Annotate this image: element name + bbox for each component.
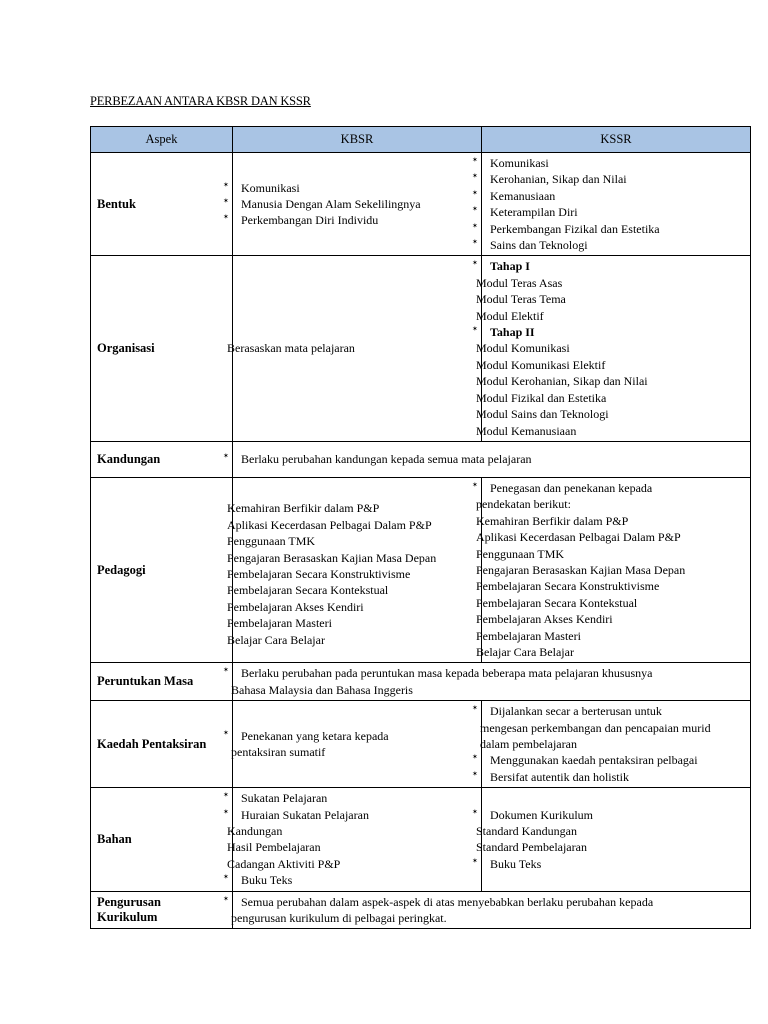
list-item: ✶ Komunikasi [466,155,750,171]
list-item: Modul Teras Asas [476,275,563,290]
list-item: Modul Elektif [476,308,544,323]
tahap-1-label: ✶ Tahap I [466,258,750,274]
kbsr-bahan-cell [227,788,482,891]
list-item: Aplikasi Kecerdasan Pelbagai Dalam P&P [476,530,681,545]
list-item: Modul Kemanusiaan [476,423,577,438]
kandungan-text: ✶ Berlaku perubahan kandungan kepada semua mata pelajaran [217,451,750,467]
list-item: Belajar Cara Belajar [476,644,574,659]
list-item: Modul Komunikasi Elektif [476,357,606,372]
list-item: Pembelajaran Secara Kontekstual [227,583,389,598]
table-header-row [91,127,751,153]
aspek-pengurusan-line-1: Pengurusan [97,895,161,910]
pengurusan-cell [233,891,751,929]
list-item: Standard Pembelajaran [476,840,587,855]
list-item: Kemahiran Berfikir dalam P&P [227,501,380,516]
list-item: Hasil Pembelajaran [227,840,321,855]
list-item: Belajar Cara Belajar [227,632,325,647]
list-item: Pengajaran Berasaskan Kajian Masa Depan [476,562,686,577]
kssr-organisasi-cell [476,256,751,441]
list-item: Aplikasi Kecerdasan Pelbagai Dalam P&P [227,517,432,532]
table-row [91,788,751,891]
kssr-kaedah-cell [482,701,751,788]
table-row [91,441,751,477]
list-item: Pembelajaran Secara Kontekstual [476,595,638,610]
kssr-bahan-cell [476,788,751,891]
list-item: Penggunaan TMK [476,546,565,561]
list-item: ✶ Buku Teks [217,872,481,888]
kssr-bentuk-cell [482,153,751,256]
aspek-organisasi: Organisasi [91,256,233,441]
list-item: Kemahiran Berfikir dalam P&P [476,513,629,528]
aspek-kaedah-pentaksiran: Kaedah Pentaksiran [91,701,233,788]
table-row [91,153,751,256]
table-row [91,663,751,701]
list-item: ✶ Perkembangan Diri Individu [217,212,481,228]
header-kbsr: KBSR [233,127,482,153]
kssr-pedagogi-cell [476,477,751,662]
list-item: ✶ Komunikasi [217,180,481,196]
list-item: ✶ Perkembangan Fizikal dan Estetika [466,221,750,237]
list-item: ✶ Huraian Sukatan Pelajaran [217,807,481,823]
list-item: Modul Sains dan Teknologi [476,407,609,422]
kbsr-kaedah-cell [233,701,482,788]
list-item: Modul Komunikasi [476,341,570,356]
page-title: PERBEZAAN ANTARA KBSR DAN KSSR [90,94,311,108]
table-row [91,701,751,788]
list-item: Cadangan Aktiviti P&P [227,856,341,871]
aspek-peruntukan-masa: Peruntukan Masa [91,663,233,701]
list-item: ✶ Dokumen Kurikulum [466,807,750,823]
header-kssr: KSSR [482,127,751,153]
kbsr-organisasi-text: Berasaskan mata pelajaran [227,341,355,356]
header-aspek: Aspek [91,127,233,153]
list-item: ✶ Sains dan Teknologi [466,237,750,253]
list-item: ✶ Sukatan Pelajaran [217,790,481,806]
list-item: Pembelajaran Akses Kendiri [476,612,613,627]
table-row [91,477,751,662]
list-item: Pembelajaran Secara Konstruktivisme [476,579,660,594]
list-item: Modul Fizikal dan Estetika [476,390,607,405]
pedagogi-intro-2: pendekatan berikut: [476,497,571,512]
comparison-table [90,126,751,929]
aspek-pengurusan-line-2: Kurikulum [97,910,158,925]
list-item: Pembelajaran Secara Konstruktivisme [227,566,411,581]
kaedah-kssr-3: dalam pembelajaran [480,737,577,751]
list-item: ✶ Keterampilan Diri [466,204,750,220]
list-item: Modul Teras Tema [476,292,566,307]
list-item: Kandungan [227,824,283,839]
list-item: Pengajaran Berasaskan Kajian Masa Depan [227,550,437,565]
list-item: Penggunaan TMK [227,534,316,549]
kaedah-kbsr-1: ✶ Penekanan yang ketara kepada [217,728,481,744]
aspek-pedagogi: Pedagogi [91,477,233,662]
pengurusan-text-2: pengurusan kurikulum di pelbagai peringkat. [231,911,447,926]
kaedah-kssr-1: ✶ Dijalankan secar a berterusan untuk [466,703,750,719]
list-item: Pembelajaran Masteri [476,628,581,643]
list-item: Standard Kandungan [476,824,577,839]
list-item: ✶ Kerohanian, Sikap dan Nilai [466,171,750,187]
list-item: ✶ Buku Teks [466,856,750,872]
list-item: ✶ Manusia Dengan Alam Sekelilingnya [217,196,481,212]
table-row [91,256,751,441]
peruntukan-cell [233,663,751,701]
kbsr-bentuk-cell [233,153,482,256]
pedagogi-intro: ✶ Penegasan dan penekanan kepada [466,480,750,496]
kbsr-organisasi-cell [227,256,482,441]
peruntukan-text-1: ✶ Berlaku perubahan pada peruntukan masa kepada beberapa mata pelajaran khususnya [217,665,750,681]
aspek-bentuk: Bentuk [91,153,233,256]
list-item: ✶ Kemanusiaan [466,188,750,204]
kandungan-cell [233,441,751,477]
list-item: Pembelajaran Akses Kendiri [227,599,364,614]
kaedah-kbsr-2: pentaksiran sumatif [231,745,326,760]
aspek-kandungan: Kandungan [91,441,233,477]
tahap-2-label: ✶ Tahap II [466,324,750,340]
kaedah-kssr-4: ✶ Menggunakan kaedah pentaksiran pelbagai [466,752,750,768]
list-item: Pembelajaran Masteri [227,616,332,631]
kbsr-pedagogi-cell [227,477,482,662]
kaedah-kssr-5: ✶ Bersifat autentik dan holistik [466,769,750,785]
aspek-bahan: Bahan [91,788,233,891]
list-item: Modul Kerohanian, Sikap dan Nilai [476,374,648,389]
aspek-pengurusan-kurikulum [91,891,233,929]
pengurusan-text-1: ✶ Semua perubahan dalam aspek-aspek di atas menyebabkan berlaku perubahan kepada [217,894,750,910]
table-row [91,891,751,929]
peruntukan-text-2: Bahasa Malaysia dan Bahasa Inggeris [231,682,413,697]
kaedah-kssr-2: mengesan perkembangan dan pencapaian murid [480,720,711,735]
